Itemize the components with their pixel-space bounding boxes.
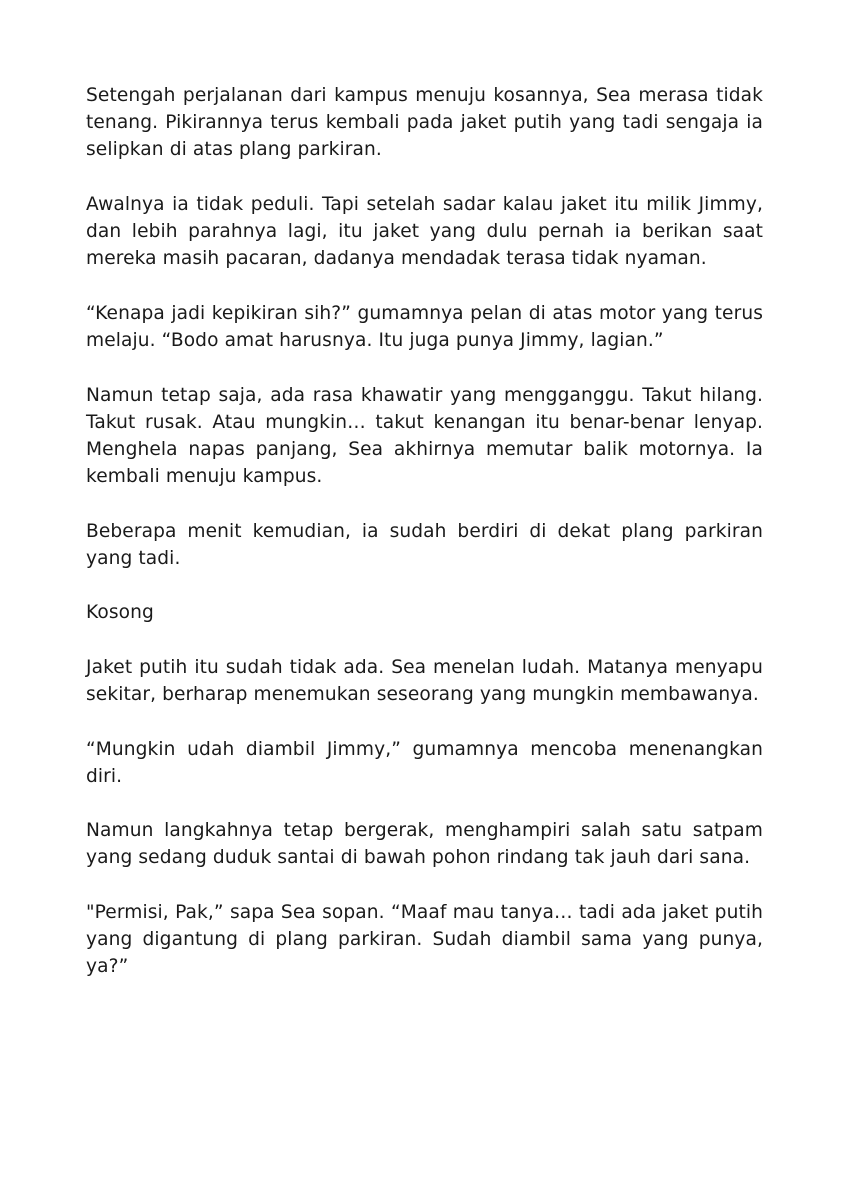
paragraph-10: "Permisi, Pak,” sapa Sea sopan. “Maaf mau tanya… tadi ada jaket putih yang digantung di plang parkiran. Sudah diambil sama yang punya, ya?” <box>86 901 763 978</box>
paragraph-5: Beberapa menit kemudian, ia sudah berdiri di dekat plang parkiran yang tadi. <box>86 520 763 569</box>
paragraph-2: Awalnya ia tidak peduli. Tapi setelah sadar kalau jaket itu milik Jimmy, dan lebih parahnya lagi, itu jaket yang dulu pernah ia berikan saat mereka masih pacaran, dadanya mendadak terasa tidak nyaman. <box>86 193 763 270</box>
paragraph-6: Kosong <box>86 602 154 624</box>
paragraph-9: Namun langkahnya tetap bergerak, menghampiri salah satu satpam yang sedang duduk santai di bawah pohon rindang tak jauh dari sana. <box>86 820 763 869</box>
document-page <box>86 82 763 981</box>
paragraph-8: “Mungkin udah diambil Jimmy,” gumamnya mencoba menenangkan diri. <box>86 738 763 787</box>
paragraph-4: Namun tetap saja, ada rasa khawatir yang mengganggu. Takut hilang. Takut rusak. Atau mungkin… takut kenangan itu benar-benar lenyap. Menghela napas panjang, Sea akhirnya memutar balik motornya. Ia kembali menuju kampus. <box>86 384 763 488</box>
paragraph-3: “Kenapa jadi kepikiran sih?” gumamnya pelan di atas motor yang terus melaju. “Bodo amat harusnya. Itu juga punya Jimmy, lagian.” <box>86 302 763 352</box>
paragraph-7: Jaket putih itu sudah tidak ada. Sea menelan ludah. Matanya menyapu sekitar, berharap menemukan seseorang yang mungkin membawanya. <box>86 656 763 706</box>
paragraph-1: Setengah perjalanan dari kampus menuju kosannya, Sea merasa tidak tenang. Pikirannya terus kembali pada jaket putih yang tadi sengaja ia selipkan di atas plang parkiran. <box>86 85 763 161</box>
